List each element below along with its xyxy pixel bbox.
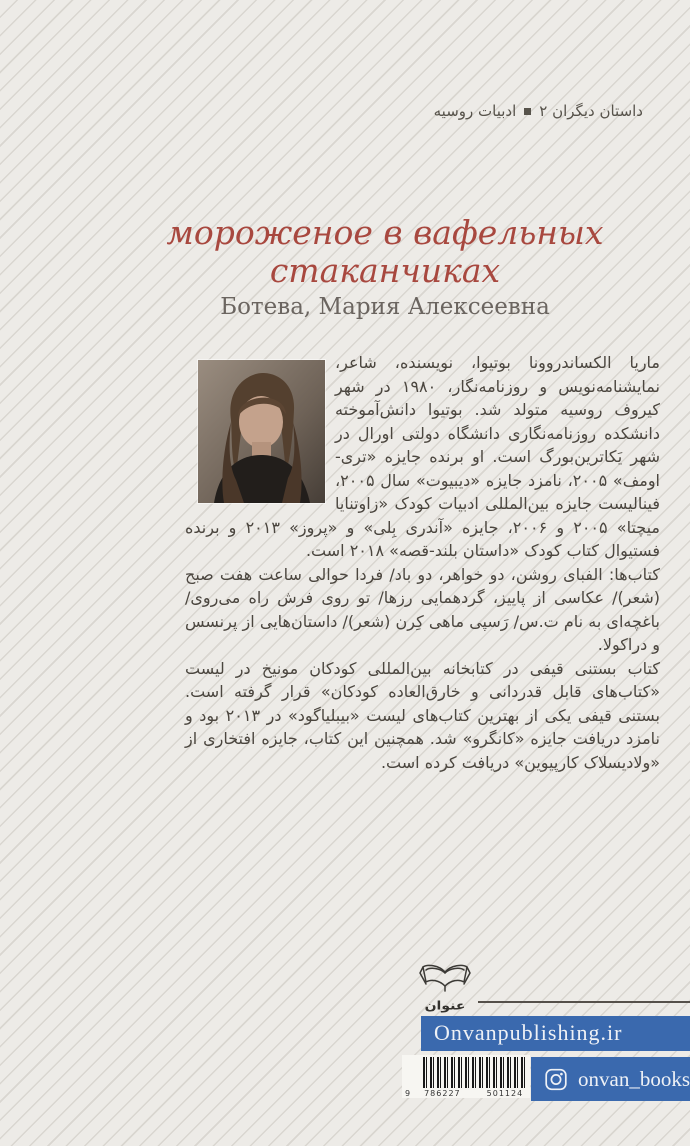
instagram-handle-bar [531, 1057, 690, 1101]
publisher-logo [416, 963, 474, 1012]
barcode-group2: 501124 [486, 1089, 524, 1098]
book-title-russian-line1: мороженое в вафельных [166, 213, 604, 252]
barcode-digits [404, 1089, 528, 1098]
category-label: ادبیات روسیه [433, 102, 517, 120]
series-header [434, 102, 643, 120]
barcode-group1: 786227 [424, 1089, 461, 1098]
barcode-prefix: 9 [405, 1089, 411, 1098]
author-photo [198, 360, 325, 503]
open-book-icon [418, 963, 472, 996]
instagram-icon [544, 1066, 568, 1093]
bio-paragraph: ماریا الکساندروونا بوتیوا، نویسنده، شاعر، نمایشنامه‌نویس و روزنامه‌نگار، ۱۹۸۰ در شهر کیروف روسیه متولد شد. بوتیوا دانش‌آموخته دانشکده روزنامه‌نگاری دانشگاه دولتی اورال در شهر یَکاترین‌بورگ است. او برنده جایزه «تری-اومف» ۲۰۰۵، نامزد جایزه «دیبیوت» سال ۲۰۰۵، فینالیست جایزه بین‌المللی ادبیات کودک «زاوتنایا میچتا» ۲۰۰۵ و ۲۰۰۶، جایزه «آندری بِلی» و «پروز» ۲۰۱۳ و برنده فستیوال کتاب کودک «داستان بلند-قصه» ۲۰۱۸ است. [185, 353, 660, 560]
author-bio [185, 351, 660, 774]
publisher-website-bar [421, 1016, 690, 1051]
bio-paragraph: کتاب بستنی قیفی در کتابخانه بین‌المللی کودکان مونیخ در لیست «کتاب‌های قابل قدردانی و خارق‌العاده کودکان» قرار گرفته است. بستنی قیفی یکی از بهترین کتاب‌های لیست «بیبلیاگود» در ۲۰۱۳ بود و نامزد دریافت جایزه «کانگرو» شد. همچنین این کتاب، جایزه افتخاری از «ولادیسلاک کارپیوین» دریافت کرده است. [185, 658, 660, 772]
barcode-bars [423, 1057, 527, 1088]
portrait-illustration [198, 360, 325, 503]
bio-paragraph: کتاب‌ها: الفبای روشن، دو خواهر، دو باد/ فردا حوالی ساعت هفت صبح (شعر)/ عکاسی از پاییز، گردهمایی رزها/ تو روی فرش راه می‌روی/ باغچه‌ای به نام ت.س/ رَسپی ماهی کِرن (شعر)/ داستان‌هایی از پرنسس و دراکولا. [185, 564, 660, 654]
footer-divider [478, 1001, 690, 1003]
series-label: داستان دیگران ۲ [539, 102, 643, 120]
publisher-website-url: Onvanpublishing.ir [434, 1020, 623, 1045]
isbn-barcode [402, 1055, 530, 1098]
square-bullet-icon [524, 108, 531, 115]
title-block [105, 214, 665, 321]
book-title-russian-line2: стаканчиках [269, 251, 501, 290]
book-author-russian: Ботева, Мария Алексеевна [220, 294, 550, 320]
instagram-handle: onvan_books [578, 1066, 690, 1091]
publisher-logo-text: عنوان [424, 999, 466, 1013]
